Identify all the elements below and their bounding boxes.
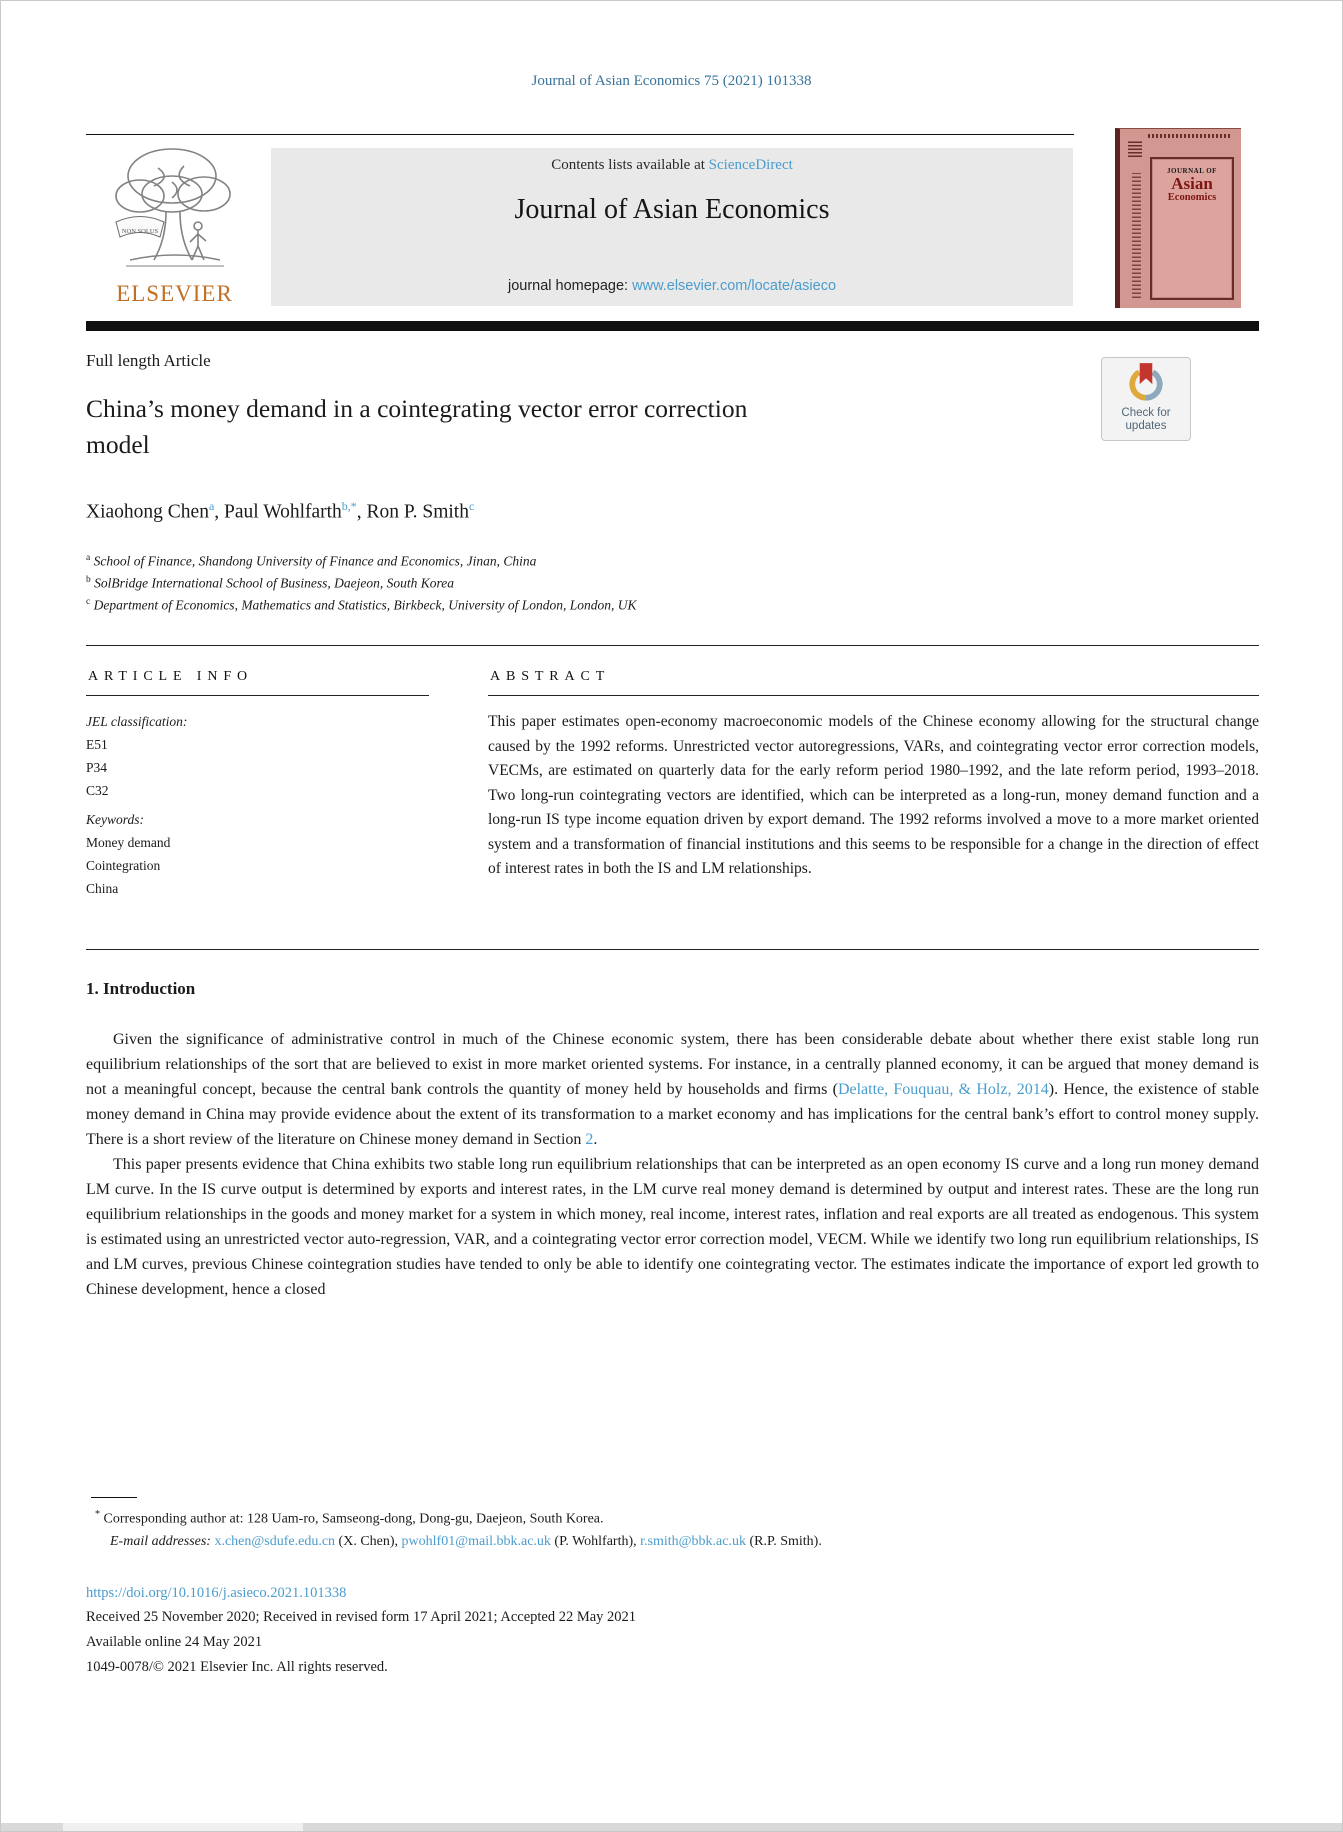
horizontal-scrollbar-thumb[interactable] [63,1823,303,1831]
paragraph-text: . [593,1131,598,1148]
article-type-label: Full length Article [86,351,211,370]
check-updates-label: Check for updates [1121,407,1171,432]
cover-spine-text [1132,173,1141,298]
crossmark-icon [1125,362,1167,402]
homepage-prefix-text: journal homepage: [507,278,633,294]
affiliation-text: SolBridge International School of Business, Daejeon, South Korea [90,575,454,591]
keyword: Cointegration [86,858,161,873]
cover-title-panel [1150,157,1234,300]
email-addresses-line [86,1532,1259,1552]
email-owner: (R.P. Smith). [745,1533,822,1549]
sciencedirect-link[interactable]: ScienceDirect [708,157,793,173]
author-name[interactable]: Xiaohong Chen [86,501,209,523]
email-owner: (X. Chen), [335,1533,402,1549]
affiliation-text: Department of Economics, Mathematics and Statistics, Birkbeck, University of London, London, UK [90,597,637,613]
author-separator: , [356,501,367,523]
paragraph-text: ). Hence, the existence of stable money demand in China may provide evidence about the extent of its transformation to a market economy and has implications for the central bank’s effort to control money supply. There is a short review of the literature on Chinese money demand in Section [86,1081,1259,1148]
section-divider [86,949,1259,950]
author-name[interactable]: Ron P. Smith [366,501,469,523]
keyword: Money demand [86,835,171,850]
affiliation-mark: b [86,575,91,585]
jel-label: JEL classification: [86,714,188,729]
article-info-underline [86,695,429,696]
cover-emblem-icon [1128,141,1142,157]
author-affil-mark: c [468,499,475,513]
contents-lists-line [271,157,1073,174]
keyword: China [86,881,119,896]
affiliation-line [86,593,637,615]
affiliation-mark: c [86,597,91,607]
affiliation-line [86,571,637,593]
cover-issn-strip [1148,134,1231,138]
section-divider [86,645,1259,646]
header-thick-bar [86,321,1259,331]
author-separator: , [214,501,225,523]
email-link[interactable]: r.smith@bbk.ac.uk [640,1533,746,1549]
banner-journal-title: Journal of Asian Economics [514,194,830,225]
corresponding-author-note [86,1505,1259,1530]
author-name[interactable]: Paul Wohlfarth [224,501,342,523]
received-dates-line: Received 25 November 2020; Received in revised form 17 April 2021; Accepted 22 May 2021 [86,1608,637,1625]
introduction-body [86,1027,1259,1302]
journal-banner [86,128,1259,310]
abstract-column [488,669,1259,882]
elsevier-wordmark: ELSEVIER [116,281,233,306]
paragraph-text: Given the significance of administrative control in much of the Chinese economic system, there has been considerable debate about whether there exist stable long run equilibrium relationships of the sort that are believed to exist in more market oriented systems. For instance, in a centrally planned economy, it can be argued that money demand is not a meaningful concept, because the central bank controls the quantity of money held by households and firms ( [86,1031,1259,1098]
citation-link[interactable]: Delatte, Fouquau, & Holz, 2014 [837,1081,1049,1098]
author-affil-mark: a [208,499,215,513]
email-owner: (P. Wohlfarth), [550,1533,641,1549]
affiliations-block [86,549,637,615]
jel-code: P34 [86,760,108,775]
email-link[interactable]: x.chen@sdufe.edu.cn [214,1533,336,1549]
abstract-underline [488,695,1259,696]
keywords-label: Keywords: [86,812,144,827]
journal-citation-line: Journal of Asian Economics 75 (2021) 101338 [531,73,812,89]
corresponding-text: Corresponding author at: 128 Uam-ro, Samseong-dong, Dong-gu, Daejeon, South Korea. [100,1511,604,1527]
footnote-star: * [95,1509,100,1520]
cover-asian: Asian [1171,174,1213,193]
affiliation-line [86,549,637,571]
elsevier-motto: NON SOLUS [121,228,158,235]
check-for-updates-badge[interactable] [1101,357,1191,441]
journal-homepage-link[interactable]: www.elsevier.com/locate/asieco [632,278,837,294]
article-info-header: ARTICLE INFO [88,669,253,684]
footnote-divider [91,1497,137,1498]
affiliation-mark: a [86,553,91,563]
page-footer [86,1497,1259,1677]
available-online-line: Available online 24 May 2021 [86,1633,263,1650]
author-line [86,499,474,524]
doi-link[interactable]: https://doi.org/10.1016/j.asieco.2021.101338 [86,1584,347,1601]
banner-center-panel [271,148,1073,306]
article-info-column [86,669,429,900]
elsevier-logo[interactable] [92,138,257,310]
email-link[interactable]: pwohlf01@mail.bbk.ac.uk [401,1533,551,1549]
journal-homepage-line [271,278,1073,294]
elsevier-tree-icon [100,138,250,278]
abstract-text: This paper estimates open-economy macroeconomic models of the Chinese economy allowing for the structural change caused by the 1992 reforms. Unrestricted vector autoregressions, VARs, and cointegrating vector error correction models, VECMs, are estimated on quarterly data for the early reform period 1980–1992, and the late reform period, 1993–2018. Two long-run cointegrating vectors are identified, which can be interpreted as a long-run, money demand function and a long-run IS type income equation driven by export demand. The 1992 reforms involved a move to a more market oriented system and a transformation of financial institutions and this seems to be responsible for a change in the direction of effect of interest rates in both the IS and LM relationships. [488,713,1259,877]
affiliation-text: School of Finance, Shandong University of Finance and Economics, Jinan, China [90,553,537,569]
issn-copyright-line: 1049-0078/© 2021 Elsevier Inc. All rights reserved. [86,1658,388,1675]
journal-cover-thumbnail[interactable] [1115,128,1241,308]
section-ref-link[interactable]: 2 [585,1131,594,1148]
horizontal-scrollbar-track[interactable] [1,1823,1342,1831]
author-affil-mark: b,* [341,499,357,513]
contents-prefix-text: Contents lists available at [551,157,709,173]
jel-code: C32 [86,783,109,798]
cover-economics: Economics [1167,192,1217,203]
article-title: China’s money demand in a cointegrating vector error correction model [86,394,748,459]
introduction-heading: 1. Introduction [86,979,196,998]
jel-code: E51 [86,737,108,752]
cover-journal-of: JOURNAL OF [1167,167,1217,175]
abstract-header: ABSTRACT [490,669,611,684]
intro-paragraph-2: This paper presents evidence that China exhibits two stable long run equilibrium relationships that can be interpreted as an open economy IS curve and a long run money demand LM curve. In the IS curve output is determined by exports and interest rates, in the LM curve real money demand is determined by output and interest rates. These are the long run equilibrium relationships in the goods and money market for a system in which money, real income, interest rates, inflation and real exports are all treated as endogenous. This system is estimated using an unrestricted vector auto-regression, VAR, and a cointegrating vector error correction model, VECM. While we identify two long run equilibrium relationships, IS and LM curves, previous Chinese cointegration studies have tended to only be able to identify one cointegrating vector. The estimates indicate the importance of export led growth to Chinese development, hence a closed [86,1156,1259,1298]
email-label: E-mail addresses: [110,1533,215,1549]
intro-paragraph-1 [86,1027,1259,1152]
